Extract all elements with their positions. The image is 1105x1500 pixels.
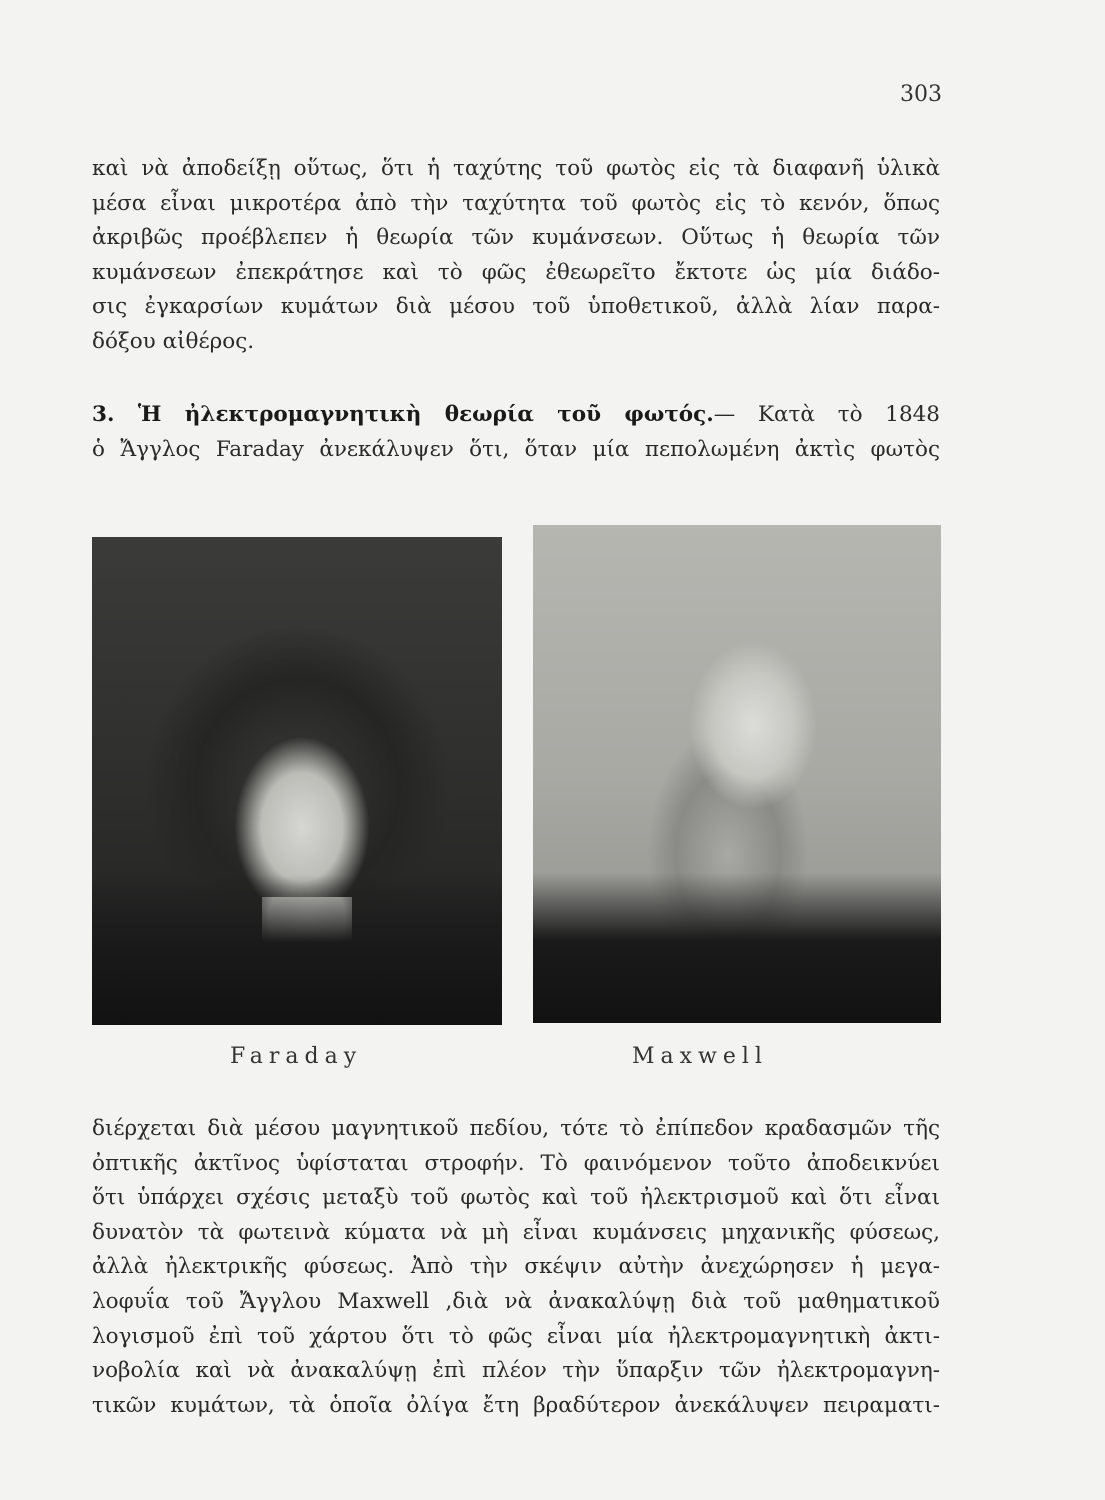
text-line: λοφυΐα τοῦ Ἄγγλου Maxwell ,διὰ νὰ ἀνακαλύψῃ διὰ τοῦ μαθηματικοῦ	[92, 1288, 940, 1314]
section-heading-rest: — Κατὰ τὸ 1848	[713, 402, 940, 427]
text-line: ἀκριβῶς προέβλεπεν ἡ θεωρία τῶν κυμάνσεων. Οὕτως ἡ θεωρία τῶν	[92, 225, 940, 251]
paragraph-bottom	[92, 1112, 940, 1423]
caption-maxwell: Maxwell	[632, 1044, 768, 1069]
text-line: μέσα εἶναι μικροτέρα ἀπὸ τὴν ταχύτητα τοῦ φωτὸς εἰς τὸ κενόν, ὅπως	[92, 190, 940, 216]
text-line: σις ἐγκαρσίων κυμάτων διὰ μέσου τοῦ ὑποθετικοῦ, ἀλλὰ λίαν παρα-	[92, 294, 940, 320]
page-number: 303	[900, 82, 942, 107]
text-line: νοβολία καὶ νὰ ἀνακαλύψῃ ἐπὶ πλέον τὴν ὕπαρξιν τῶν ἠλεκτρομαγνη-	[92, 1358, 940, 1384]
text-line: κυμάνσεων ἐπεκράτησε καὶ τὸ φῶς ἐθεωρεῖτο ἔκτοτε ὡς μία διάδο-	[92, 259, 940, 285]
paragraph-top	[92, 152, 940, 360]
text-line: καὶ νὰ ἀποδείξῃ οὕτως, ὅτι ἡ ταχύτης τοῦ φωτὸς εἰς τὰ διαφανῆ ὑλικὰ	[92, 156, 940, 181]
faraday-portrait	[92, 537, 502, 1025]
text-line: ὅτι ὑπάρχει σχέσις μεταξὺ τοῦ φωτὸς καὶ τοῦ ἠλεκτρισμοῦ καὶ ὅτι εἶναι	[92, 1185, 940, 1211]
text-line: ὁ Ἄγγλος Faraday ἀνεκάλυψεν ὅτι, ὅταν μία πεπολωμένη ἀκτὶς φωτὸς	[92, 436, 940, 462]
text-line: τικῶν κυμάτων, τὰ ὁποῖα ὀλίγα ἔτη βραδύτερον ἀνεκάλυψεν πειραματι-	[92, 1392, 940, 1418]
text-line: ὀπτικῆς ἀκτῖνος ὑφίσταται στροφήν. Τὸ φαινόμενον τοῦτο ἀποδεικνύει	[92, 1150, 940, 1176]
section-heading-line	[92, 398, 940, 433]
maxwell-portrait	[533, 525, 941, 1023]
caption-faraday: Faraday	[230, 1044, 363, 1069]
text-line: δόξου αἰθέρος.	[92, 328, 255, 354]
coat-shape	[533, 873, 941, 1023]
text-line: διέρχεται διὰ μέσου μαγνητικοῦ πεδίου, τότε τὸ ἐπίπεδον κραδασμῶν τῆς	[92, 1116, 940, 1141]
section-heading: 3. Ἡ ἠλεκτρομαγνητικὴ θεωρία τοῦ φωτός.	[92, 402, 714, 427]
text-line: ἀλλὰ ἠλεκτρικῆς φύσεως. Ἀπὸ τὴν σκέψιν αὐτὴν ἀνεχώρησεν ἡ μεγα-	[92, 1254, 940, 1280]
text-line: δυνατὸν τὰ φωτεινὰ κύματα νὰ μὴ εἶναι κυμάνσεις μηχανικῆς φύσεως,	[92, 1219, 940, 1245]
text-line: λογισμοῦ ἐπὶ τοῦ χάρτου ὅτι τὸ φῶς εἶναι μία ἠλεκτρομαγνητικὴ ἀκτι-	[92, 1323, 940, 1349]
section-3	[92, 398, 940, 467]
coat-shape	[92, 875, 502, 1025]
